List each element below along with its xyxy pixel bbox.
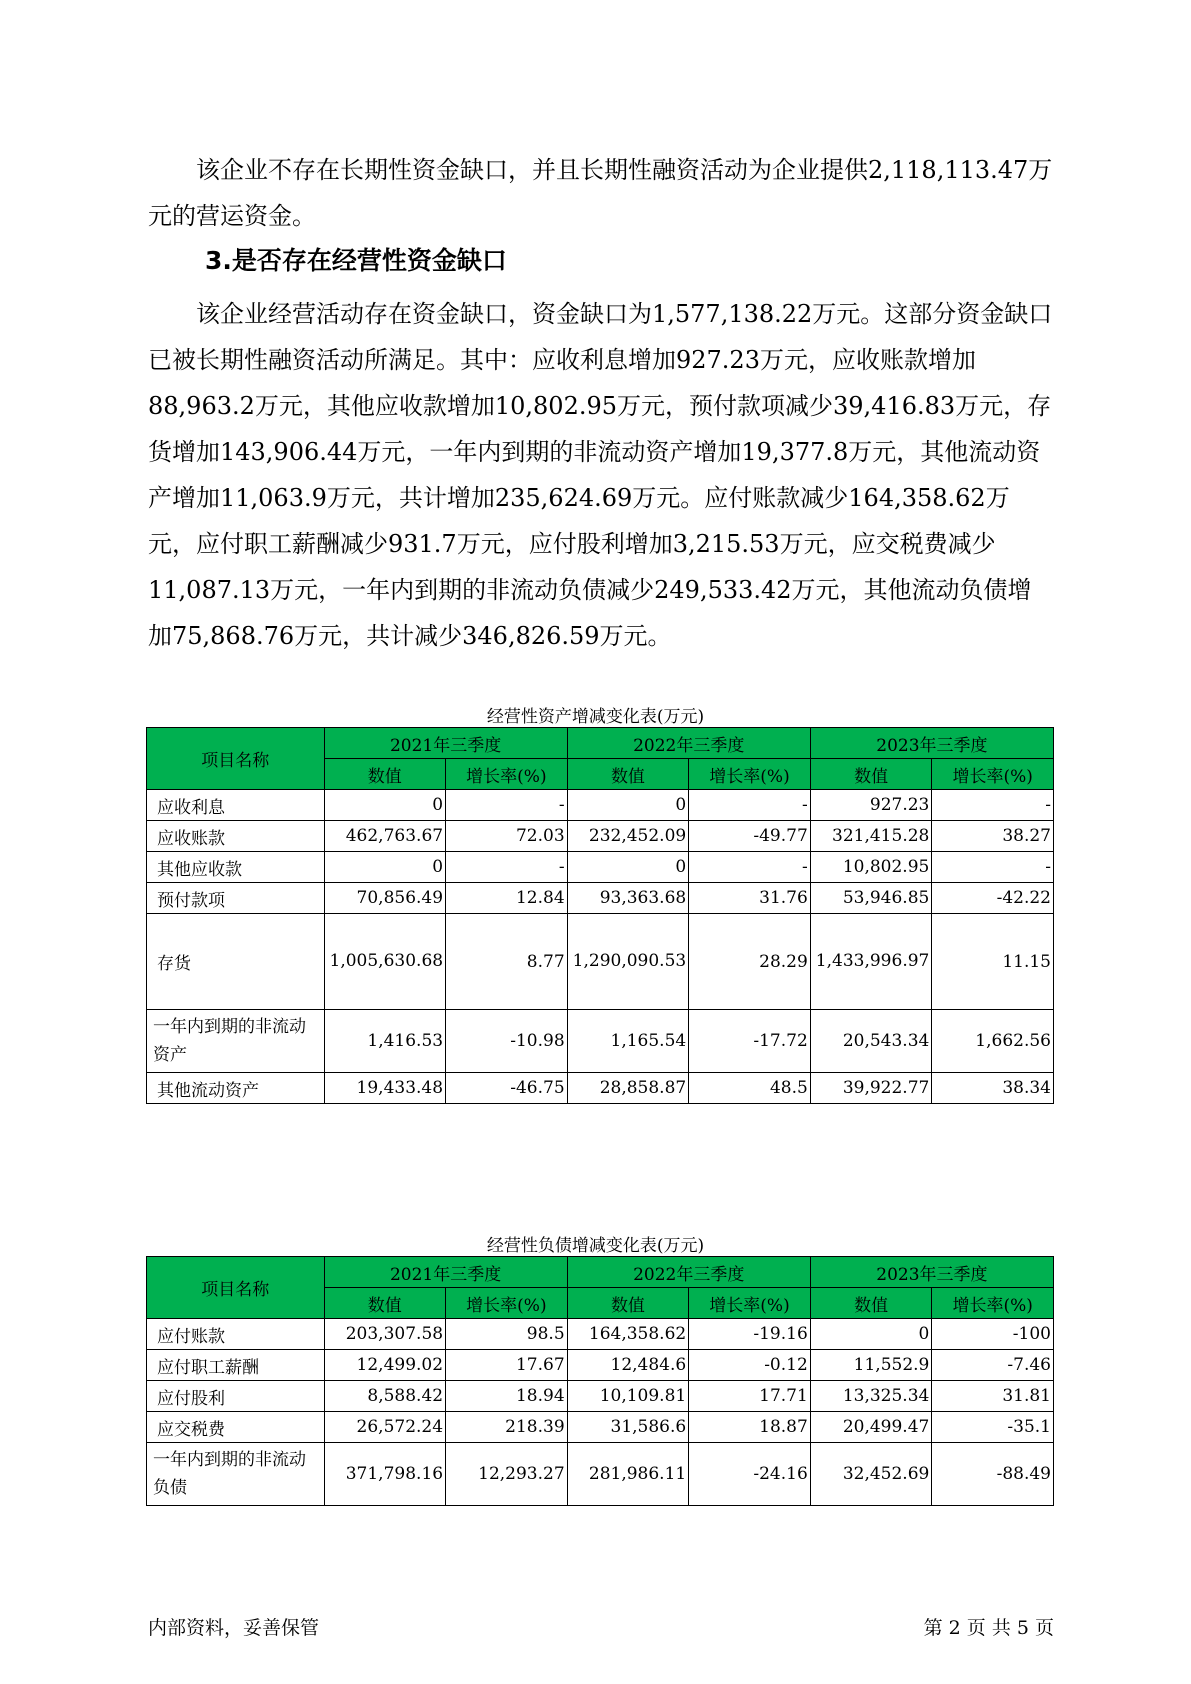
table-row bbox=[147, 1010, 1054, 1073]
cell-growth: -0.12 bbox=[689, 1350, 811, 1381]
cell-growth: - bbox=[689, 790, 811, 821]
cell-value: 13,325.34 bbox=[810, 1381, 932, 1412]
header-value: 数值 bbox=[567, 759, 689, 790]
cell-value: 321,415.28 bbox=[810, 821, 932, 852]
cell-growth: - bbox=[446, 852, 568, 883]
cell-growth: 18.94 bbox=[446, 1381, 568, 1412]
cell-value: 11,552.9 bbox=[810, 1350, 932, 1381]
cell-growth: - bbox=[932, 790, 1054, 821]
cell-growth: -19.16 bbox=[689, 1319, 811, 1350]
header-period: 2023年三季度 bbox=[810, 1257, 1053, 1288]
cell-growth: 48.5 bbox=[689, 1073, 811, 1104]
header-value: 数值 bbox=[324, 759, 446, 790]
cell-growth: 38.27 bbox=[932, 821, 1054, 852]
cell-value: 20,499.47 bbox=[810, 1412, 932, 1443]
cell-value: 281,986.11 bbox=[567, 1443, 689, 1506]
intro-paragraph bbox=[148, 147, 1054, 239]
header-period: 2022年三季度 bbox=[567, 1257, 810, 1288]
cell-value: 93,363.68 bbox=[567, 883, 689, 914]
cell-value: 39,922.77 bbox=[810, 1073, 932, 1104]
table-row bbox=[147, 1443, 1054, 1506]
header-growth: 增长率(%) bbox=[689, 1288, 811, 1319]
header-growth: 增长率(%) bbox=[932, 759, 1054, 790]
cell-growth: -42.22 bbox=[932, 883, 1054, 914]
header-value: 数值 bbox=[324, 1288, 446, 1319]
cell-value: 1,433,996.97 bbox=[810, 914, 932, 1010]
table-row bbox=[147, 1412, 1054, 1443]
cell-growth: -35.1 bbox=[932, 1412, 1054, 1443]
row-name: 预付款项 bbox=[147, 883, 325, 914]
cell-value: 10,802.95 bbox=[810, 852, 932, 883]
table-row bbox=[147, 1350, 1054, 1381]
cell-growth: -17.72 bbox=[689, 1010, 811, 1073]
cell-growth: -7.46 bbox=[932, 1350, 1054, 1381]
table-caption: 经营性资产增减变化表(万元) bbox=[486, 707, 705, 727]
cell-growth: 1,662.56 bbox=[932, 1010, 1054, 1073]
cell-growth: - bbox=[689, 852, 811, 883]
cell-growth: 12.84 bbox=[446, 883, 568, 914]
header-period: 2022年三季度 bbox=[567, 728, 810, 759]
table-row bbox=[147, 1073, 1054, 1104]
row-name: 应付账款 bbox=[147, 1319, 325, 1350]
cell-growth: 11.15 bbox=[932, 914, 1054, 1010]
footer-note: 内部资料，妥善保管 bbox=[148, 1617, 320, 1639]
cell-value: 26,572.24 bbox=[324, 1412, 446, 1443]
row-name: 其他应收款 bbox=[147, 852, 325, 883]
cell-value: 0 bbox=[810, 1319, 932, 1350]
cell-value: 8,588.42 bbox=[324, 1381, 446, 1412]
cell-growth: 72.03 bbox=[446, 821, 568, 852]
table-row bbox=[147, 914, 1054, 1010]
row-name: 应收账款 bbox=[147, 821, 325, 852]
table-caption: 经营性负债增减变化表(万元) bbox=[486, 1236, 705, 1256]
cell-value: 0 bbox=[567, 790, 689, 821]
paragraph-text: 该企业经营活动存在资金缺口，资金缺口为1,577,138.22万元。这部分资金缺口已被长期性融资活动所满足。其中：应收利息增加927.23万元，应收账款增加88,963.2万元，其他应收款增加10,802.95万元，预付款项减少39,416.83万元，存货增加143,906.44万元，一年内到期的非流动资产增加19,377.8万元，其他流动资产增加11,063.9万元，共计增加235,624.69万元。应付账款减少164,358.62万元，应付职工薪酬减少931.7万元，应付股利增加3,215.53万元，应交税费减少11,087.13万元，一年内到期的非流动负债减少249,533.42万元，其他流动负债增加75,868.76万元，共计减少346,826.59万元。 bbox=[148, 300, 1053, 650]
row-name: 其他流动资产 bbox=[147, 1073, 325, 1104]
table-row bbox=[147, 790, 1054, 821]
row-name: 存货 bbox=[147, 914, 325, 1010]
cell-growth: 31.81 bbox=[932, 1381, 1054, 1412]
row-name: 应收利息 bbox=[147, 790, 325, 821]
header-item-name: 项目名称 bbox=[147, 1257, 325, 1319]
page-number: 第 2 页 共 5 页 bbox=[923, 1617, 1054, 1639]
cell-value: 232,452.09 bbox=[567, 821, 689, 852]
cell-growth: 12,293.27 bbox=[446, 1443, 568, 1506]
cell-value: 1,416.53 bbox=[324, 1010, 446, 1073]
cell-growth: -24.16 bbox=[689, 1443, 811, 1506]
cell-growth: - bbox=[446, 790, 568, 821]
cell-growth: 31.76 bbox=[689, 883, 811, 914]
cell-value: 371,798.16 bbox=[324, 1443, 446, 1506]
cell-value: 927.23 bbox=[810, 790, 932, 821]
cell-value: 10,109.81 bbox=[567, 1381, 689, 1412]
header-period: 2023年三季度 bbox=[810, 728, 1053, 759]
cell-value: 0 bbox=[324, 852, 446, 883]
cell-growth: -46.75 bbox=[446, 1073, 568, 1104]
row-name: 应付股利 bbox=[147, 1381, 325, 1412]
cell-value: 20,543.34 bbox=[810, 1010, 932, 1073]
table-row bbox=[147, 1319, 1054, 1350]
cell-value: 19,433.48 bbox=[324, 1073, 446, 1104]
cell-growth: - bbox=[932, 852, 1054, 883]
header-period: 2021年三季度 bbox=[324, 728, 567, 759]
cell-growth: -10.98 bbox=[446, 1010, 568, 1073]
table-row bbox=[147, 883, 1054, 914]
header-value: 数值 bbox=[567, 1288, 689, 1319]
cell-value: 0 bbox=[567, 852, 689, 883]
cell-value: 1,290,090.53 bbox=[567, 914, 689, 1010]
cell-value: 28,858.87 bbox=[567, 1073, 689, 1104]
cell-growth: 38.34 bbox=[932, 1073, 1054, 1104]
cell-value: 203,307.58 bbox=[324, 1319, 446, 1350]
cell-growth: -88.49 bbox=[932, 1443, 1054, 1506]
row-name: 一年内到期的非流动负债 bbox=[147, 1443, 325, 1506]
cell-value: 1,165.54 bbox=[567, 1010, 689, 1073]
cell-growth: 17.71 bbox=[689, 1381, 811, 1412]
header-value: 数值 bbox=[810, 759, 932, 790]
cell-growth: -49.77 bbox=[689, 821, 811, 852]
gap-paragraph bbox=[148, 291, 1054, 659]
table-row bbox=[147, 1381, 1054, 1412]
header-growth: 增长率(%) bbox=[446, 759, 568, 790]
cell-value: 70,856.49 bbox=[324, 883, 446, 914]
cell-growth: 17.67 bbox=[446, 1350, 568, 1381]
header-period: 2021年三季度 bbox=[324, 1257, 567, 1288]
cell-growth: 18.87 bbox=[689, 1412, 811, 1443]
table-row bbox=[147, 852, 1054, 883]
liabilities-change-table bbox=[146, 1256, 1054, 1506]
row-name: 应付职工薪酬 bbox=[147, 1350, 325, 1381]
paragraph-text: 该企业不存在长期性资金缺口，并且长期性融资活动为企业提供2,118,113.47万元的营运资金。 bbox=[148, 156, 1053, 230]
header-growth: 增长率(%) bbox=[446, 1288, 568, 1319]
section-heading: 3.是否存在经营性资金缺口 bbox=[205, 246, 507, 275]
cell-value: 164,358.62 bbox=[567, 1319, 689, 1350]
cell-value: 0 bbox=[324, 790, 446, 821]
cell-growth: -100 bbox=[932, 1319, 1054, 1350]
cell-value: 32,452.69 bbox=[810, 1443, 932, 1506]
cell-growth: 28.29 bbox=[689, 914, 811, 1010]
row-name: 一年内到期的非流动资产 bbox=[147, 1010, 325, 1073]
assets-change-table bbox=[146, 727, 1054, 1104]
header-value: 数值 bbox=[810, 1288, 932, 1319]
cell-value: 12,499.02 bbox=[324, 1350, 446, 1381]
cell-value: 1,005,630.68 bbox=[324, 914, 446, 1010]
cell-growth: 8.77 bbox=[446, 914, 568, 1010]
cell-growth: 218.39 bbox=[446, 1412, 568, 1443]
cell-value: 462,763.67 bbox=[324, 821, 446, 852]
table-row bbox=[147, 821, 1054, 852]
header-growth: 增长率(%) bbox=[689, 759, 811, 790]
header-item-name: 项目名称 bbox=[147, 728, 325, 790]
cell-value: 53,946.85 bbox=[810, 883, 932, 914]
cell-value: 31,586.6 bbox=[567, 1412, 689, 1443]
cell-growth: 98.5 bbox=[446, 1319, 568, 1350]
row-name: 应交税费 bbox=[147, 1412, 325, 1443]
cell-value: 12,484.6 bbox=[567, 1350, 689, 1381]
header-growth: 增长率(%) bbox=[932, 1288, 1054, 1319]
